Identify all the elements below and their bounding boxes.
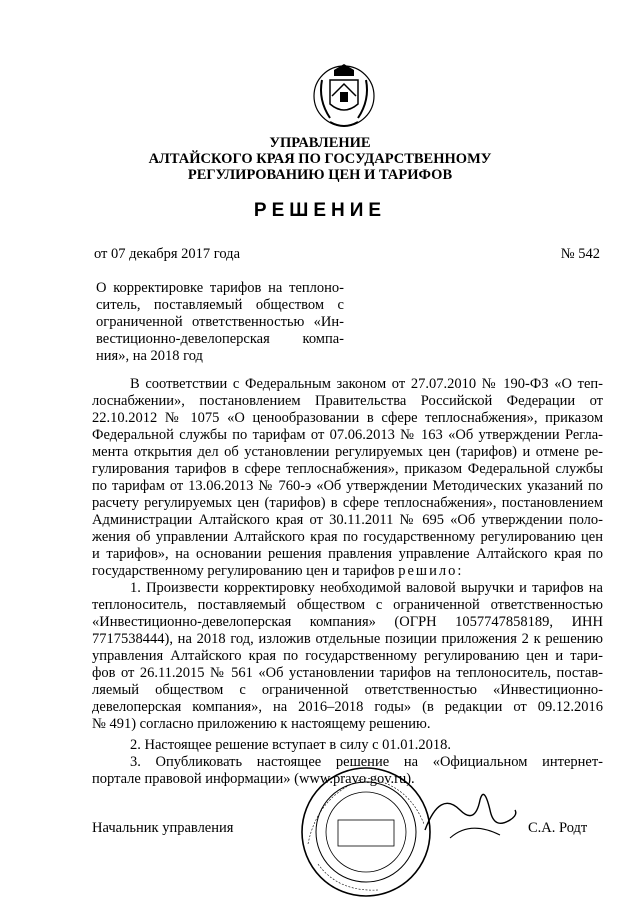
org-name-line-2: АЛТАЙСКОГО КРАЯ ПО ГОСУДАРСТВЕННОМУ [148, 151, 492, 167]
body-line: ляемый обществом с ограниченной ответственностью «Инвестиционно- [92, 682, 603, 698]
body-line: мента открытия дел об установлении регулируемых цен (тарифов) и отмене ре- [92, 444, 603, 460]
document-number: № 542 [560, 246, 600, 262]
body-line: В соответствии с Федеральным законом от 27.07.2010 № 190-ФЗ «О теп- [130, 376, 603, 392]
body-line: 22.10.2012 № 1075 «О ценообразовании в сфере теплоснабжения», приказом [92, 410, 603, 426]
body-line: «Инвестиционно-девелоперская компания» (ОГРН 1057747858189, ИНН [92, 614, 603, 630]
subject-line: вестиционно-девелоперская компа- [96, 331, 344, 347]
subject-line: О корректировке тарифов на теплоно- [96, 280, 344, 296]
body-line: портале правовой информации» (www.pravo.gov.ru). [92, 771, 415, 787]
body-line: Администрации Алтайского края от 30.11.2011 № 695 «Об утверждении поло- [92, 512, 603, 528]
signatory-position: Начальник управления [92, 820, 234, 836]
body-line: 7717538444), на 2018 год, изложив отдельные позиции приложения 2 к решению [92, 631, 603, 647]
body-line: № 491) согласно приложению к настоящему решению. [92, 716, 431, 732]
body-line: по тарифам от 13.06.2013 № 760-э «Об утверждении Методических указаний по [92, 478, 603, 494]
body-line: гулирования тарифов в сфере теплоснабжения», приказом Федеральной службы [92, 461, 603, 477]
body-line: 3. Опубликовать настоящее решение на «Официальном интернет- [130, 754, 603, 770]
body-line: девелоперская компания», на 2016–2018 годы» (в редакции от 09.12.2016 [92, 699, 603, 715]
org-name-line-3: РЕГУЛИРОВАНИЮ ЦЕН И ТАРИФОВ [187, 167, 453, 183]
body-line: управления Алтайского края по государственному регулированию цен и тари- [92, 648, 603, 664]
official-stamp [298, 764, 434, 900]
handwritten-signature [420, 780, 520, 850]
body-line: 2. Настоящее решение вступает в силу с 01.01.2018. [130, 737, 452, 753]
subject-line: ния», на 2018 год [96, 348, 203, 364]
body-line: государственному регулированию цен и тарифов решило: [92, 563, 464, 579]
body-line: жения об управлении Алтайского края по государственному регулированию цен [92, 529, 603, 545]
body-line: и тарифов», на основании решения правления управление Алтайского края по [92, 546, 603, 562]
subject-line: ситель, поставляемый обществом с [96, 297, 344, 313]
body-line: 1. Произвести корректировку необходимой валовой выручки и тарифов на [130, 580, 603, 596]
coat-of-arms-emblem [308, 60, 380, 130]
body-line: фов от 26.11.2015 № 561 «Об установлении тарифов на теплоноситель, постав- [92, 665, 603, 681]
body-line: Федеральной службы по тарифам от 07.06.2013 № 163 «Об утверждении Регла- [92, 427, 603, 443]
signatory-name: С.А. Родт [528, 820, 588, 836]
document-type-title: РЕШЕНИЕ [253, 200, 387, 221]
document-date: от 07 декабря 2017 года [94, 246, 240, 262]
body-line: теплоноситель, поставляемый обществом с ограниченной ответственностью [92, 597, 603, 613]
org-name-line-1: УПРАВЛЕНИЕ [269, 135, 371, 151]
resolved-word: решило: [398, 563, 464, 579]
subject-line: ограниченной ответственностью «Ин- [96, 314, 344, 330]
body-line: лоснабжении», постановлением Правительства Российской Федерации от [92, 393, 603, 409]
body-line: расчету регулируемых цен (тарифов) в сфере теплоснабжения», постановлением [92, 495, 603, 511]
